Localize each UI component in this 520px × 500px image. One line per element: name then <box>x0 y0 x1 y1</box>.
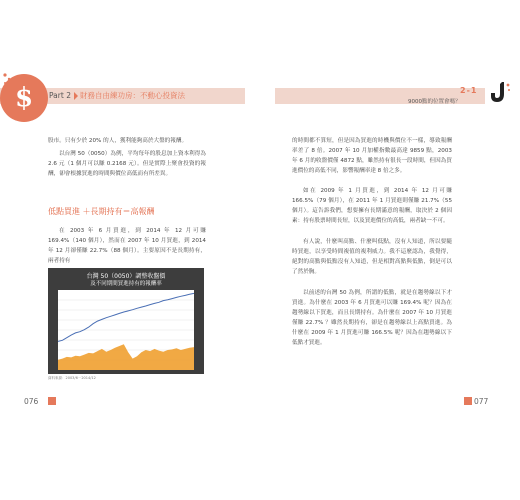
left-paragraph-2-text: 以台灣 50（0050）為例，平均每年的股息加上資本利得為 2.6 元（1 個月可以賺 0.2168 元）。但是實際上聚會投資的報酬，卻會根據買進的時間與價位高低而有所差異。 <box>48 151 206 177</box>
chart-source: 資料來源：2003/6－2014/12 <box>48 376 96 380</box>
right-paragraph-2 <box>292 186 452 226</box>
chart-subtitle: 及不同期間買進持有的報酬率 <box>90 281 162 287</box>
left-paragraph-1 <box>48 136 206 146</box>
chart-plot <box>58 290 194 370</box>
right-paragraph-1 <box>292 136 452 176</box>
right-paragraph-4 <box>292 288 452 348</box>
right-paragraph-4-text: 以前述的台灣 50 為例，所謂的低點，就是在趨勢線以下才買進。為什麼在 2003 年 6 月買進可以賺 169.4% 呢？因為在趨勢線以下買進，而且長期持有。為什麼在 2007 年 10 月買進僅賺 22.7% ？雖然長期持有，卻是在趨勢線以上高點買進。為什麼在 2009 年 1 月買進可賺 166.5% 呢？因為在趨勢線以下低點才買進。 <box>292 290 452 346</box>
right-paragraph-1-text: 的時間都不算短，但是因為買進的時機與價位不一樣，導致報酬率差了 8 倍。2007 年 10 月加權指數最高達 9859 點，2003 年 6 月的收盤價僅 4872 點，雖然持有很長一段時間，但因為買進價位的高低不同，影響報酬率達 8 倍之多。 <box>292 138 452 174</box>
right-paragraph-2-text: 如在 2009 年 1 月買進，到 2014 年 12 月可賺 166.5%（79 個月），在 2011 年 1 月買進則僅賺 21.7%（55 個月）。這告訴我們，想要擁有長期滿意的報酬，取決於 2 個因素：持有股票時間長短，以及買進價位的高低，兩者缺一不可。 <box>292 188 452 224</box>
dollar-badge <box>0 74 48 122</box>
chevron-right-icon <box>74 92 78 100</box>
dollar-icon: $ <box>14 83 34 113</box>
left-paragraph-1-text: 股市。只有少於 20% 的人，獲利能夠高於大盤的報酬。 <box>48 138 188 144</box>
saxophone-icon <box>486 80 512 106</box>
chart-panel <box>48 268 204 374</box>
section-number: 2-1 <box>460 86 478 95</box>
part-label: Part 2 <box>49 91 71 100</box>
left-paragraph-2 <box>48 149 206 179</box>
chart-title: 台灣 50（0050）調整收盤價 <box>86 273 166 280</box>
left-paragraph-3 <box>48 226 206 266</box>
section-title: 9000點的位置會嗎？ <box>408 99 461 105</box>
right-paragraph-3-text: 有人說，什麼叫高點、什麼叫低點，沒有人知道，所以要隨時買進，以享受時間複值的複利威力。我不這麼認為，我覺得，絕對的高點與低點沒有人知道，但是相對高點與低點，倒是可以了然於胸。 <box>292 239 452 275</box>
section-heading: 低點買進 ＋長期持有＝高報酬 <box>48 207 155 216</box>
part-header <box>49 88 185 104</box>
left-paragraph-3-text: 在 2003 年 6 月買進，到 2014 年 12 月可賺 169.4%（140 個月），然而在 2007 年 10 月買進，到 2014 年 12 月卻僅賺 22.7%（88 個月）。主要原因不是長期持有，兩者持有 <box>48 228 206 264</box>
left-page-marker <box>48 397 56 405</box>
right-page-number: 077 <box>474 397 489 406</box>
part-title: 財務自由練功房：不動心投資法 <box>79 91 185 100</box>
right-page-marker <box>464 397 472 405</box>
right-paragraph-3 <box>292 237 452 277</box>
left-page-number: 076 <box>24 397 39 406</box>
